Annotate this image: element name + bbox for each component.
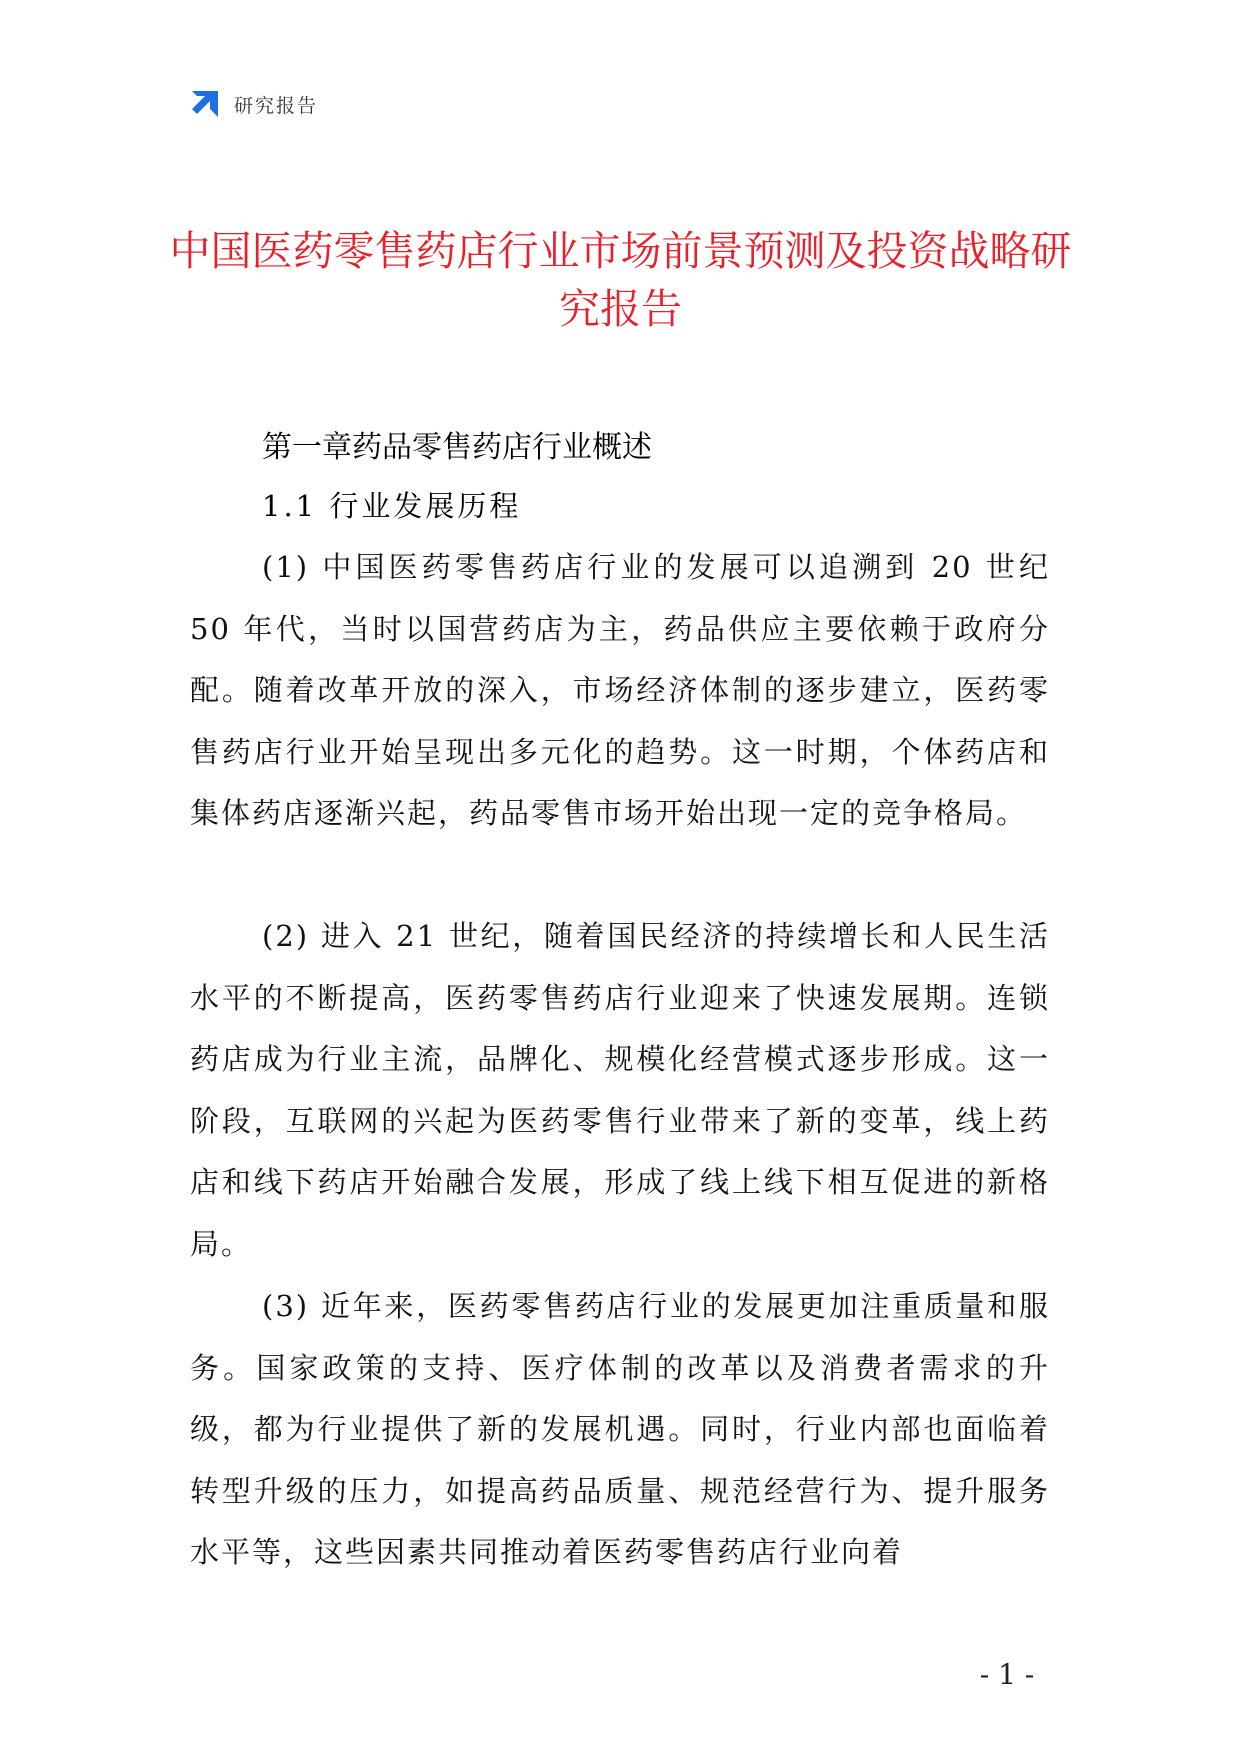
body-paragraph-3: (3) 近年来，医药零售药店行业的发展更加注重质量和服务。国家政策的支持、医疗体制的改革以及消费者需求的升级，都为行业提供了新的发展机遇。同时，行业内部也面临着转型升级的压力，如提高药品质量、规范经营行为、提升服务水平等，这些因素共同推动着医药零售药店行业向着 — [190, 1289, 1050, 1569]
report-title: 中国医药零售药店行业市场前景预测及投资战略研究报告 — [169, 227, 1072, 333]
body-paragraph-2: (2) 进入 21 世纪，随着国民经济的持续增长和人民生活水平的不断提高，医药零售药店行业迎来了快速发展期。连锁药店成为行业主流，品牌化、规模化经营模式逐步形成。这一阶段，互联网的兴起为医药零售行业带来了新的变革，线上药店和线下药店开始融合发展，形成了线上线下相互促进的新格局。 — [190, 919, 1050, 1261]
arrow-up-right-icon — [188, 87, 222, 121]
chapter-heading: 第一章药品零售药店行业概述 — [262, 430, 652, 465]
section-heading: 1.1 行业发展历程 — [262, 489, 522, 523]
body-paragraph-1: (1) 中国医药零售药店行业的发展可以追溯到 20 世纪 50 年代，当时以国营药店为主，药品供应主要依赖于政府分配。随着改革开放的深入，市场经济体制的逐步建立，医药零售药店行业开始呈现出多元化的趋势。这一时期，个体药店和集体药店逐渐兴起，药品零售市场开始出现一定的竞争格局。 — [190, 550, 1050, 830]
header-label: 研究报告 — [234, 94, 319, 117]
report-header — [188, 86, 318, 122]
page-number: - 1 - — [979, 1658, 1035, 1691]
